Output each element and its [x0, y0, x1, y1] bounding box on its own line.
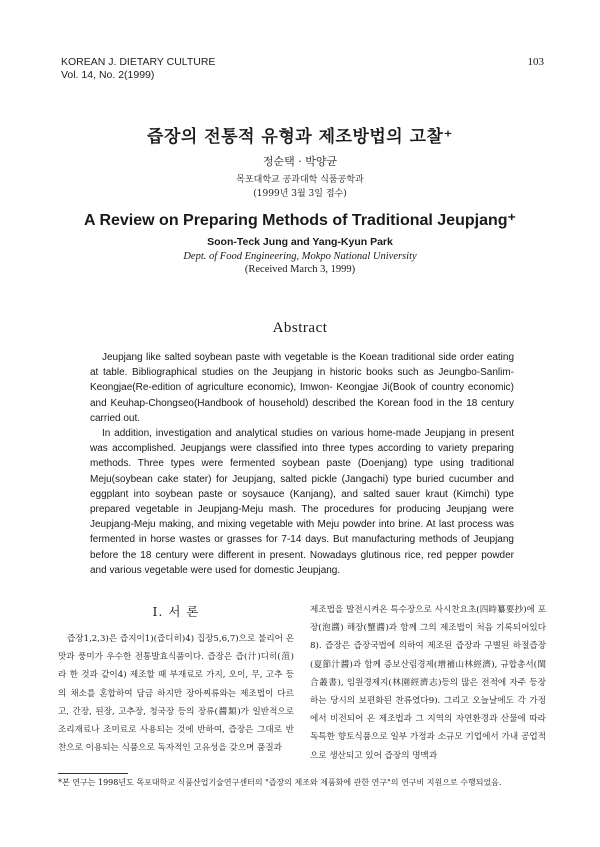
journal-name: KOREAN J. DIETARY CULTURE: [61, 56, 216, 68]
section-heading-introduction: I. 서 론: [152, 604, 200, 619]
korean-authors: 정순택 · 박양균: [262, 155, 338, 168]
english-received-date: (Received March 3, 1999): [244, 264, 356, 275]
korean-received-date: (1999년 3월 3일 접수): [253, 189, 347, 199]
footnote-divider: [58, 773, 128, 774]
intro-paragraph-left: 즙장1,2,3)은 즙지이1)(즙디히)4) 집장5,6,7)으로 불리어 온 맛과 풍미가 우수한 전통발효식품이다. 즙장은 즙(汁)디히(菹)라 한 것과 같이4) 제조할 때 부재료로 가지, 오이, 무, 고추 등의 채소를 혼합하여 담금 하지만 장아찌류와는 제조법이 다르고, 간장, 된장, 고추장, 청국장 등의 장류(醬類)가 일반적으로 조리재료나 조미료로 사용되는 것에 반하여, 즙장은 그대로 반찬으로 이용되는 식품으로 독자적인 고유성을 갖으며 품질과: [58, 634, 294, 754]
abstract-paragraph-1: Jeupjang like salted soybean paste with vegetable is the Koean traditional side order eating at table. Bibliographical studies on the Jeupjang in historic books such as Jeungbo-Sanlim-Keongjae(Re-edition of agriculture economic), Imwon- Keongjae Ji(Book of country economic) and Keuhap-Chongseo(Handbook of household) described the Korean food in the 18 century carried out.: [90, 352, 514, 424]
journal-volume: Vol. 14, No. 2(1999): [61, 69, 155, 81]
korean-affiliation: 목포대학교 공과대학 식품공학과: [236, 175, 364, 185]
footnote: *본 연구는 1998년도 목포대학교 식품산업기술연구센터의 "즙장의 제조와 제품화에 관한 연구"의 연구비 지원으로 수행되었음.: [58, 778, 502, 787]
left-column: [58, 602, 294, 757]
abstract-heading: Abstract: [272, 320, 328, 336]
right-column: [310, 601, 546, 765]
english-authors: Soon-Teck Jung and Yang-Kyun Park: [207, 236, 393, 248]
abstract-paragraph-2: In addition, investigation and analytical studies on various home-made Jeupjang in present was accomplished. Jeupjangs were classified into three types according to variety preparing methods. Three types were fermented soybean paste (Doenjang) type using traditional Meju(soybean cake stater) for Jeupjang, salted pickle (Jangachi) type buried cucumber and eggplant into soybean paste or soysauce (Kanjang), and salted sauer kraut (Kimchi) type prepared vegetable in Jeupjang-Meju mash. The procedures for producing Jeupjang were Jeupjang-Meju making, and mixing vegetable with Meju powder into brine. At last process was fermented in horse wastes or grasses for 7-14 days. But manufacturing methods of Jeupjang before the 18 century were different in present. Nowadays glutinous rice, red pepper powder and various vegetable were used for domestic Jeupjang.: [90, 428, 514, 576]
abstract-body: [90, 350, 514, 578]
intro-paragraph-right: 제조법을 발전시켜온 특수장으로 사시찬요초(四時纂要抄)에 포장(泡醬) 해장(蟹醬)과 함께 그의 제조법이 처음 기록되어있다8). 즙장은 즙장국법에 의하여 제조된 즙장과 구별된 하절즙장(夏節汁醬)과 함께 증보산림경제(增補山林經濟), 규합총서(閨合叢書), 임원경제지(林園經濟志)등의 많은 전적에 자주 등장하는 당시의 보편화된 찬류였다9). 그리고 오늘날에도 각 가정에서 비전되어 온 제조법과 그 지역의 자연환경과 산물에 따라 독특한 향토식품으로 일부 가정과 소규모 기업에서 가내 공업적으로 생산되고 있어 즙장의 명맥과: [310, 605, 546, 761]
korean-title: 즙장의 전통적 유형과 제조방법의 고찰⁺: [147, 127, 453, 147]
english-department: Dept. of Food Engineering, Mokpo National University: [183, 251, 417, 262]
english-title: A Review on Preparing Methods of Traditional Jeupjang⁺: [84, 212, 516, 229]
journal-header: [61, 56, 215, 82]
page-number: 103: [527, 56, 544, 68]
